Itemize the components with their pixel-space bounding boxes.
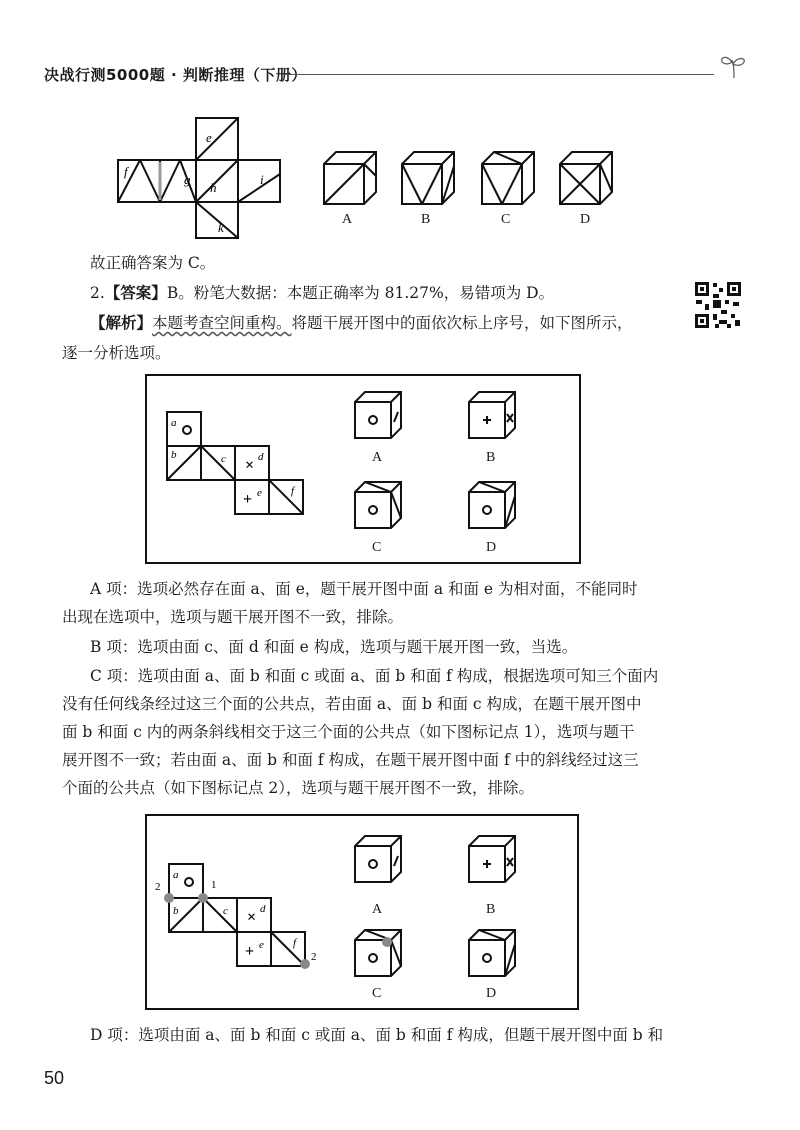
net-label: k	[218, 220, 224, 235]
option-label-d: D	[486, 986, 497, 1001]
analysis-text-1: 将题干展开图中的面依次标上序号，如下图所示，	[291, 314, 633, 332]
net-label: a	[171, 417, 177, 429]
point-label: 2	[155, 881, 161, 893]
question-number: 2.	[90, 284, 105, 302]
net-label: e	[257, 487, 262, 499]
answer-line	[90, 282, 554, 304]
option-label-d: D	[486, 540, 497, 555]
net-label: c	[223, 905, 228, 917]
explanation-c-line-3: 面 b 和面 c 内的两条斜线相交于这三个面的公共点（如下图标记点 1），选项与题干	[62, 723, 635, 741]
net-label: a	[173, 869, 179, 881]
net-label: f	[293, 937, 297, 949]
figure3-cube-net	[145, 814, 579, 1010]
plus-mark-icon: +	[245, 943, 255, 960]
answer-tag: 【答案】	[104, 283, 167, 302]
option-label-c: C	[501, 212, 511, 227]
cross-mark-icon: ×	[247, 909, 257, 926]
net-label: h	[210, 180, 217, 195]
qr-code-icon[interactable]	[693, 280, 743, 330]
analysis-line-1	[90, 312, 633, 334]
net-label: d	[260, 903, 266, 915]
net-label: b	[173, 905, 179, 917]
explanation-c-line-4: 展开图不一致；若由面 a、面 b 和面 f 构成，在题干展开图中面 f 中的斜线经过这三	[62, 751, 639, 769]
net-label: g	[184, 172, 191, 187]
header-divider	[282, 74, 714, 75]
explanation-a-line-1: A 项：选项必然存在面 a、面 e，题干展开图中面 a 和面 e 为相对面，不能同时	[90, 580, 638, 598]
sprout-icon	[716, 50, 752, 80]
figure1-cube-net	[110, 112, 630, 242]
conclusion-text: 故正确答案为 C。	[90, 254, 216, 272]
option-label-d: D	[580, 212, 591, 227]
option-label-b: B	[486, 902, 496, 917]
option-label-a: A	[372, 450, 383, 465]
plus-mark-icon: +	[243, 491, 253, 508]
explanation-a-line-2: 出现在选项中，选项与题干展开图不一致，排除。	[62, 608, 404, 626]
net-label: e	[206, 130, 212, 145]
option-label-a: A	[342, 212, 353, 227]
explanation-c-line-5: 个面的公共点（如下图标记点 2），选项与题干展开图不一致，排除。	[62, 779, 535, 797]
explanation-c-line-2: 没有任何线条经过这三个面的公共点，若由面 a、面 b 和面 c 构成，在题干展开图中	[62, 695, 642, 713]
analysis-highlight: 本题考查空间重构。	[152, 314, 292, 332]
answer-text: B。粉笔大数据：本题正确率为 81.27%，易错项为 D。	[166, 284, 555, 302]
net-label: c	[221, 453, 226, 465]
page-number: 50	[44, 1068, 65, 1088]
cross-mark-icon: ×	[245, 457, 255, 474]
option-label-b: B	[421, 212, 431, 227]
explanation-d-line-1: D 项：选项由面 a、面 b 和面 c 或面 a、面 b 和面 f 构成，但题干展开图中面 b 和	[90, 1026, 664, 1044]
option-label-a: A	[372, 902, 383, 917]
net-label: d	[258, 451, 264, 463]
analysis-line-2: 逐一分析选项。	[62, 344, 171, 362]
header-title: 决战行测5000题 · 判断推理（下册）	[44, 66, 307, 84]
net-label: b	[171, 449, 177, 461]
point-label: 2	[311, 951, 317, 963]
option-label-c: C	[372, 540, 382, 555]
point-label: 1	[211, 879, 217, 891]
option-label-b: B	[486, 450, 496, 465]
figure2-cube-net	[145, 374, 581, 564]
explanation-c-line-1: C 项：选项由面 a、面 b 和面 c 或面 a、面 b 和面 f 构成，根据选项可知三个面内	[90, 667, 659, 685]
option-label-c: C	[372, 986, 382, 1001]
net-label: f	[291, 485, 295, 497]
net-label: e	[259, 939, 264, 951]
explanation-b-line-1: B 项：选项由面 c、面 d 和面 e 构成，选项与题干展开图一致，当选。	[90, 638, 578, 656]
net-label: f	[124, 164, 128, 179]
analysis-tag: 【解析】	[90, 313, 153, 332]
net-label: i	[260, 172, 264, 187]
